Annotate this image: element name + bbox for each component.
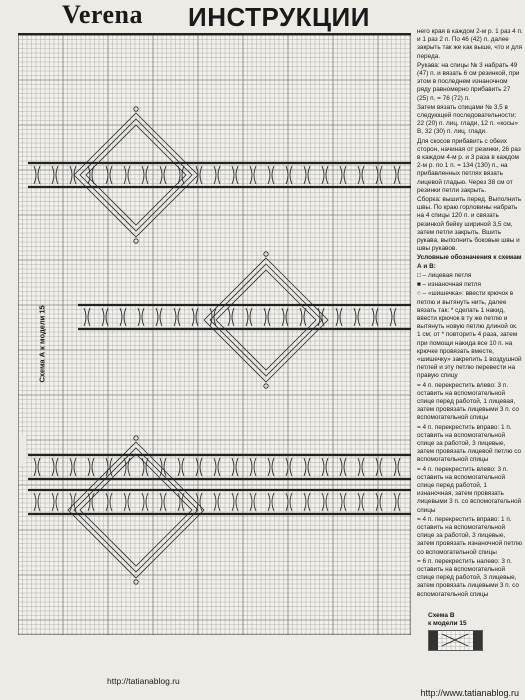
footer-right-url: http://www.tatianablog.ru [420, 688, 519, 698]
knitting-chart-a [18, 35, 411, 635]
scheme-b-chart [428, 630, 498, 652]
instruction-paragraph: ○ – «шишечка»: ввести крючок в петлю и вытянуть нить, далее вязать так: * сделать 1 накид, ввести крючок в ту же петлю и вытянуть новую петлю длиной ок. 1 см; от * повторить 4 раза, затем при помощи накида все 10 п. на крючке провязать вместе, «шишечку» закрепить 1 воздушной петлей и эту петлю перевести на правую спицу [417, 290, 522, 380]
chart-a-label-text: Схема А к модели 15 [37, 305, 47, 383]
scheme-b [428, 612, 518, 652]
chart-a-label [32, 275, 46, 385]
instruction-paragraph: Для скосов прибавить с обеих сторон, начиная от резинки, 26 раз в каждом 4-м р. и 3 раза в каждом 2-м р. по 1 п. = 134 (130) п., на прибавленных петлях вязать лицевой гладью. Через 38 см от резинки петли закрыть. [417, 137, 521, 194]
instruction-paragraph: = 4 п. перекрестить вправо: 1 п. оставить на вспомогательной спице за работой, 3 лицевые, затем провязать лицевой петлю со вспомогательной спицы [417, 423, 522, 464]
brand-name: Verena [62, 0, 143, 29]
instruction-paragraph: ■ – изнаночная петля [417, 281, 481, 289]
instruction-paragraph: Рукава: на спицы № 3 набрать 49 (47) п. и вязать 6 см резинкой, при этом в последнем изнаночном ряду равномерно прибавить 27 (25) п. = 76 (72) п. [417, 61, 520, 102]
scheme-b-purl-block [429, 631, 438, 650]
footer [0, 672, 525, 700]
edge-step [18, 435, 26, 465]
instruction-paragraph: = 4 п. перекрестить влево: 3 п. оставить на вспомогательной спице перед работой, 1 изнаночная, затем провязать лицевыми 3 п. со вспомогательной спицы [417, 465, 522, 514]
brand-logo [62, 0, 143, 30]
instruction-paragraph: него края в каждом 2-м р. 1 раз 4 п. и 1 раз 2 п. По 46 (42) п. далее закрыть так же как выше, что и для переда. [417, 28, 523, 60]
instruction-paragraph: Затем вязать спицами № 3,5 в следующей последовательности: 22 (20) п. лиц. глади, 12 п. «косы» В, 32 (30) п. лиц. глади. [417, 103, 519, 136]
instruction-paragraph: □ – лицевая петля [417, 271, 472, 279]
instructions-column [417, 28, 523, 618]
instruction-paragraph: = 6 п. перекрестить налево: 3 п. оставить на вспомогательной спице перед работой, 3 лицевые, затем провязать лицевыми 3 п. со вспомогательной спицы [417, 557, 519, 598]
instruction-paragraph: Условные обозначения к схемам А и В: [417, 254, 522, 270]
footer-left-url: http://tatianablog.ru [107, 676, 180, 686]
instruction-paragraph: Сборка: вышить перед. Выполнить швы. По краю горловины набрать на 4 спицы 120 п. и связать резинкой бейку шириной 3,5 см, затем петли закрыть. Вшить рукава, выполнить боковые швы и швы рукавов. [417, 196, 522, 253]
instruction-paragraph: = 4 п. перекрестить вправо: 1 п. оставить на вспомогательной спице за работой, 3 лицевые, затем провязать изнаночной петлю со вспомогательной спицы [417, 515, 523, 556]
scheme-b-purl-block [473, 631, 482, 650]
page-title: ИНСТРУКЦИИ [188, 2, 370, 32]
scheme-b-label-1: Схема В [428, 612, 455, 619]
instruction-paragraph: = 4 п. перекрестить влево: 3 п. оставить на вспомогательной спице перед работой, 1 лицевая, затем провязать лицевыми 3 п. со вспомогательной спицы [417, 381, 519, 422]
scheme-b-label-2: к модели 15 [428, 620, 467, 627]
